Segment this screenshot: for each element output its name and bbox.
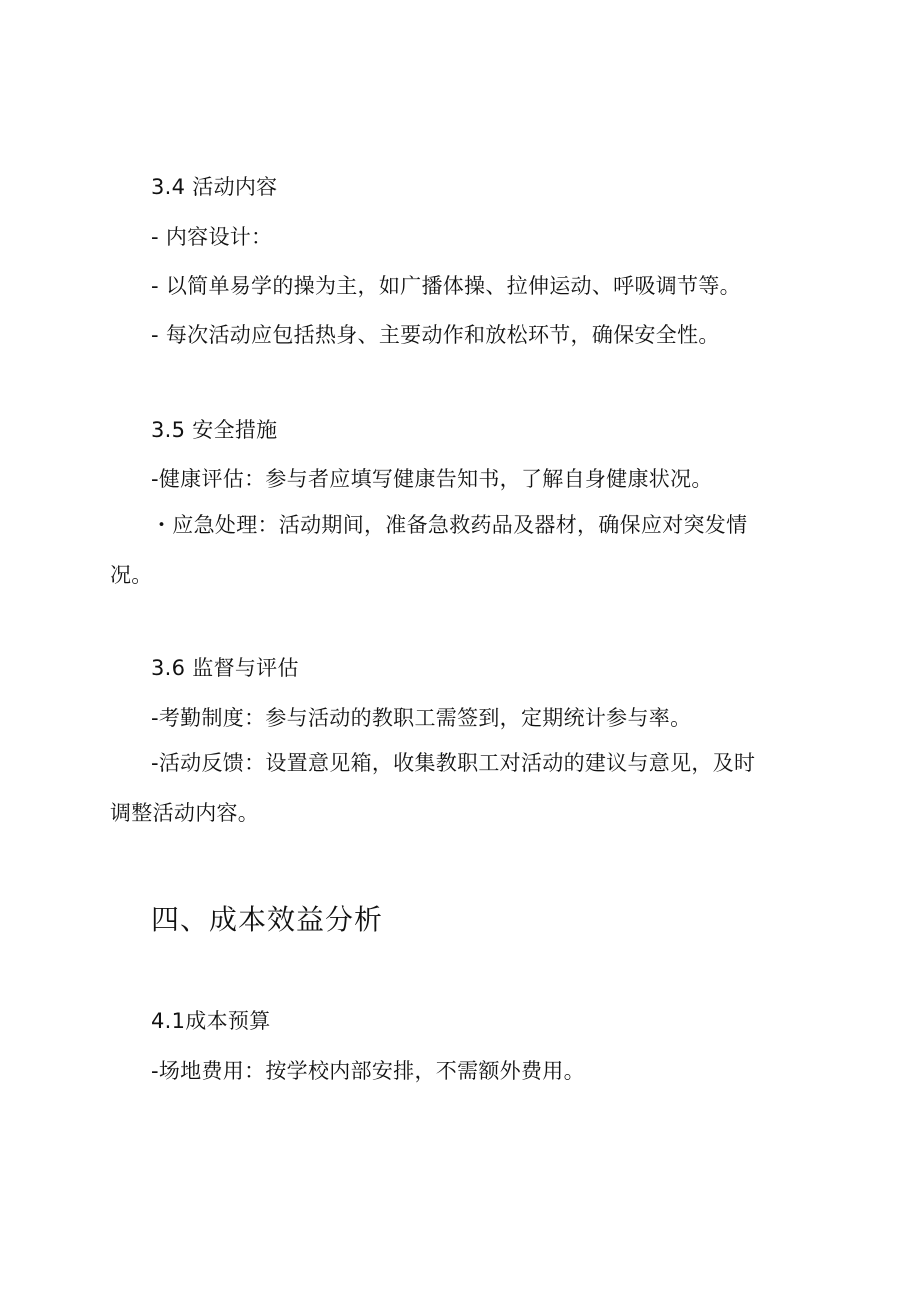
section-heading-3-5: 3.5 安全措施 bbox=[151, 418, 278, 442]
list-item: - 以简单易学的操为主，如广播体操、拉伸运动、呼吸调节等。 bbox=[151, 274, 741, 298]
list-item: ・应急处理：活动期间，准备急救药品及器材，确保应对突发情况。 bbox=[110, 513, 748, 587]
chapter-heading-4: 四、成本效益分析 bbox=[151, 903, 384, 936]
section-heading-3-6: 3.6 监督与评估 bbox=[151, 656, 299, 680]
list-item: -考勤制度：参与活动的教职工需签到，定期统计参与率。 bbox=[151, 706, 692, 730]
list-item: -活动反馈：设置意见箱，收集教职工对活动的建议与意见，及时调整活动内容。 bbox=[110, 751, 756, 825]
list-item: -健康评估：参与者应填写健康告知书，了解自身健康状况。 bbox=[151, 467, 713, 491]
list-item: - 内容设计： bbox=[151, 225, 273, 249]
list-item: - 每次活动应包括热身、主要动作和放松环节，确保安全性。 bbox=[151, 323, 720, 347]
section-heading-3-4: 3.4 活动内容 bbox=[151, 175, 278, 199]
list-item: -场地费用：按学校内部安排，不需额外费用。 bbox=[151, 1059, 585, 1083]
section-heading-4-1: 4.1成本预算 bbox=[151, 1009, 271, 1033]
